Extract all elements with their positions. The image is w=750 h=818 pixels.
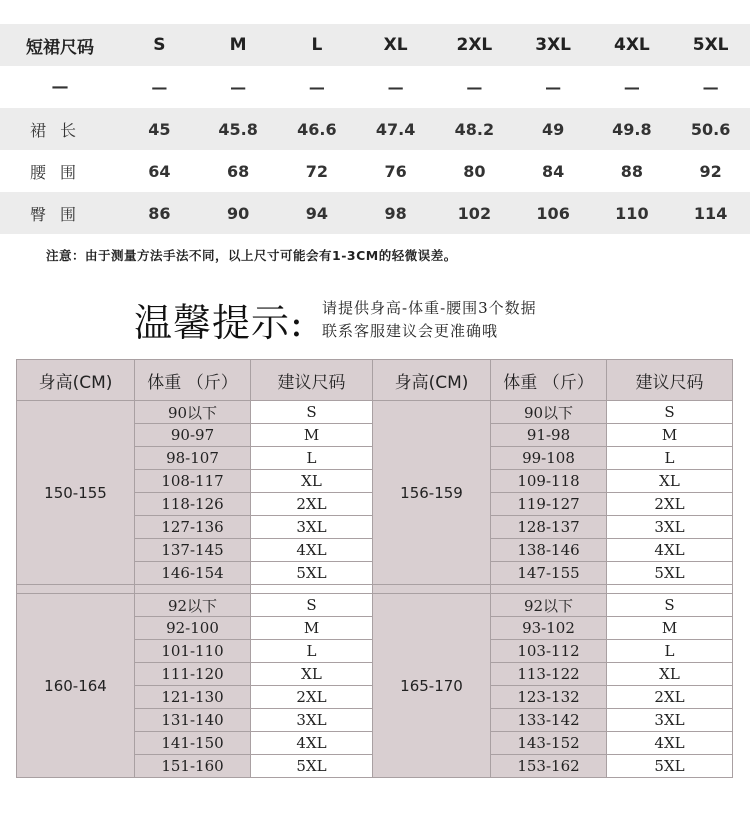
dash-cell: — [230,77,247,97]
value-cell: 86 [120,192,199,234]
recommended-size-cell: XL [607,470,733,493]
weight-range-cell: 98-107 [135,447,251,470]
recommended-size-cell: S [251,401,373,424]
recommended-size-cell: 4XL [251,732,373,755]
recommend-header-row [17,360,733,401]
weight-range-cell: 153-162 [491,755,607,778]
size-chart-dash-row [0,66,750,108]
recommended-size-cell: XL [251,470,373,493]
recommended-size-cell: M [607,617,733,640]
recommended-size-cell: 2XL [251,686,373,709]
weight-range-cell: 90-97 [135,424,251,447]
value-cell: 76 [384,161,407,181]
value-cell: 48.2 [435,108,514,150]
weight-range-cell: 141-150 [135,732,251,755]
height-range-cell: 150-155 [17,401,135,585]
dash-cell: — [151,77,168,97]
weight-range-cell: 93-102 [491,617,607,640]
recommended-size-cell: 2XL [251,493,373,516]
recommended-size-cell: 5XL [251,562,373,585]
size-chart-row-skirt-length [0,108,750,150]
header-height: 身高(CM) [373,360,491,401]
recommended-size-cell: L [251,640,373,663]
size-chart-row-hip [0,192,750,234]
size-header-xl: XL [356,24,435,66]
recommended-size-cell: S [607,401,733,424]
weight-range-cell: 111-120 [135,663,251,686]
group-separator [17,585,733,594]
recommended-size-cell: 5XL [607,755,733,778]
recommended-size-cell: L [607,447,733,470]
weight-range-cell: 131-140 [135,709,251,732]
height-range-cell: 160-164 [17,594,135,778]
size-header-s: S [120,24,199,66]
value-cell: 47.4 [356,108,435,150]
value-cell: 68 [226,161,250,181]
size-chart-row-waist [0,150,750,192]
value-cell: 90 [199,192,278,234]
header-size: 建议尺码 [251,360,373,401]
size-recommendation-table [16,359,733,778]
value-cell: 49.8 [593,108,672,150]
value-cell: 64 [148,161,171,181]
weight-range-cell: 143-152 [491,732,607,755]
weight-range-cell: 101-110 [135,640,251,663]
weight-range-cell: 109-118 [491,470,607,493]
size-header-4xl: 4XL [593,24,672,66]
recommended-size-cell: S [251,594,373,617]
tip-text [322,297,537,343]
size-header-2xl: 2XL [435,24,514,66]
recommend-row [17,594,733,617]
recommended-size-cell: 3XL [607,516,733,539]
dash-cell: — [466,77,483,97]
recommended-size-cell: 4XL [251,539,373,562]
recommended-size-cell: 5XL [607,562,733,585]
weight-range-cell: 92-100 [135,617,251,640]
recommend-row [17,401,733,424]
weight-range-cell: 137-145 [135,539,251,562]
tip-title: 温馨提示: [134,301,304,345]
recommended-size-cell: L [251,447,373,470]
weight-range-cell: 128-137 [491,516,607,539]
recommended-size-cell: L [607,640,733,663]
tip-line-2: 联系客服建议会更准确哦 [322,322,499,340]
recommended-size-cell: 3XL [607,709,733,732]
size-header-3xl: 3XL [514,24,593,66]
size-header-5xl: 5XL [671,24,750,66]
separator-cell [135,585,251,594]
size-header-l: L [278,24,357,66]
value-cell: 49 [514,108,593,150]
dash-cell: — [545,77,562,97]
weight-range-cell: 146-154 [135,562,251,585]
weight-range-cell: 133-142 [491,709,607,732]
weight-range-cell: 123-132 [491,686,607,709]
size-chart-header-row [0,24,750,66]
value-cell: 114 [671,192,750,234]
height-range-cell: 165-170 [373,594,491,778]
recommended-size-cell: 3XL [251,709,373,732]
weight-range-cell: 113-122 [491,663,607,686]
size-chart-header-label: 短裙尺码 [0,24,120,66]
recommended-size-cell: 3XL [251,516,373,539]
header-weight: 体重 （斤） [491,360,607,401]
weight-range-cell: 147-155 [491,562,607,585]
recommended-size-cell: M [251,424,373,447]
header-weight: 体重 （斤） [135,360,251,401]
weight-range-cell: 119-127 [491,493,607,516]
value-cell: 45.8 [199,108,278,150]
row-label: 腰围 [29,162,90,182]
size-header-m: M [199,24,278,66]
recommended-size-cell: S [607,594,733,617]
value-cell: 80 [463,161,486,181]
separator-cell [491,585,607,594]
dash-cell: — [623,77,640,97]
weight-range-cell: 121-130 [135,686,251,709]
weight-range-cell: 90以下 [135,401,251,424]
dash-cell: — [308,77,325,97]
header-size: 建议尺码 [607,360,733,401]
value-cell: 50.6 [671,108,750,150]
weight-range-cell: 103-112 [491,640,607,663]
weight-range-cell: 151-160 [135,755,251,778]
weight-range-cell: 138-146 [491,539,607,562]
separator-cell [373,585,491,594]
weight-range-cell: 99-108 [491,447,607,470]
value-cell: 88 [620,161,643,181]
value-cell: 102 [435,192,514,234]
recommended-size-cell: M [251,617,373,640]
tip-line-1: 请提供身高-体重-腰围3个数据 [322,299,537,317]
recommended-size-cell: XL [251,663,373,686]
row-label: 臀围 [0,192,120,234]
recommended-size-cell: 5XL [251,755,373,778]
size-chart-table [0,24,750,234]
recommended-size-cell: 2XL [607,686,733,709]
recommended-size-cell: 2XL [607,493,733,516]
dash-cell: — [387,77,404,97]
value-cell: 46.6 [278,108,357,150]
value-cell: 45 [120,108,199,150]
weight-range-cell: 92以下 [135,594,251,617]
separator-cell [251,585,373,594]
dash-cell: — [702,77,719,97]
recommended-size-cell: XL [607,663,733,686]
weight-range-cell: 108-117 [135,470,251,493]
recommended-size-cell: M [607,424,733,447]
value-cell: 84 [541,161,565,181]
recommended-size-cell: 4XL [607,732,733,755]
recommended-size-cell: 4XL [607,539,733,562]
dash-cell: — [51,77,69,97]
recommend-body [17,401,733,778]
separator-cell [607,585,733,594]
separator-cell [17,585,135,594]
weight-range-cell: 91-98 [491,424,607,447]
weight-range-cell: 92以下 [491,594,607,617]
value-cell: 92 [699,161,722,181]
row-label: 裙长 [0,108,120,150]
weight-range-cell: 127-136 [135,516,251,539]
height-range-cell: 156-159 [373,401,491,585]
header-height: 身高(CM) [17,360,135,401]
value-cell: 110 [593,192,672,234]
value-cell: 72 [305,161,328,181]
value-cell: 98 [356,192,435,234]
weight-range-cell: 90以下 [491,401,607,424]
measurement-note: 注意：由于测量方法手法不同，以上尺寸可能会有1-3CM的轻微误差。 [46,248,457,263]
value-cell: 94 [278,192,357,234]
weight-range-cell: 118-126 [135,493,251,516]
value-cell: 106 [514,192,593,234]
